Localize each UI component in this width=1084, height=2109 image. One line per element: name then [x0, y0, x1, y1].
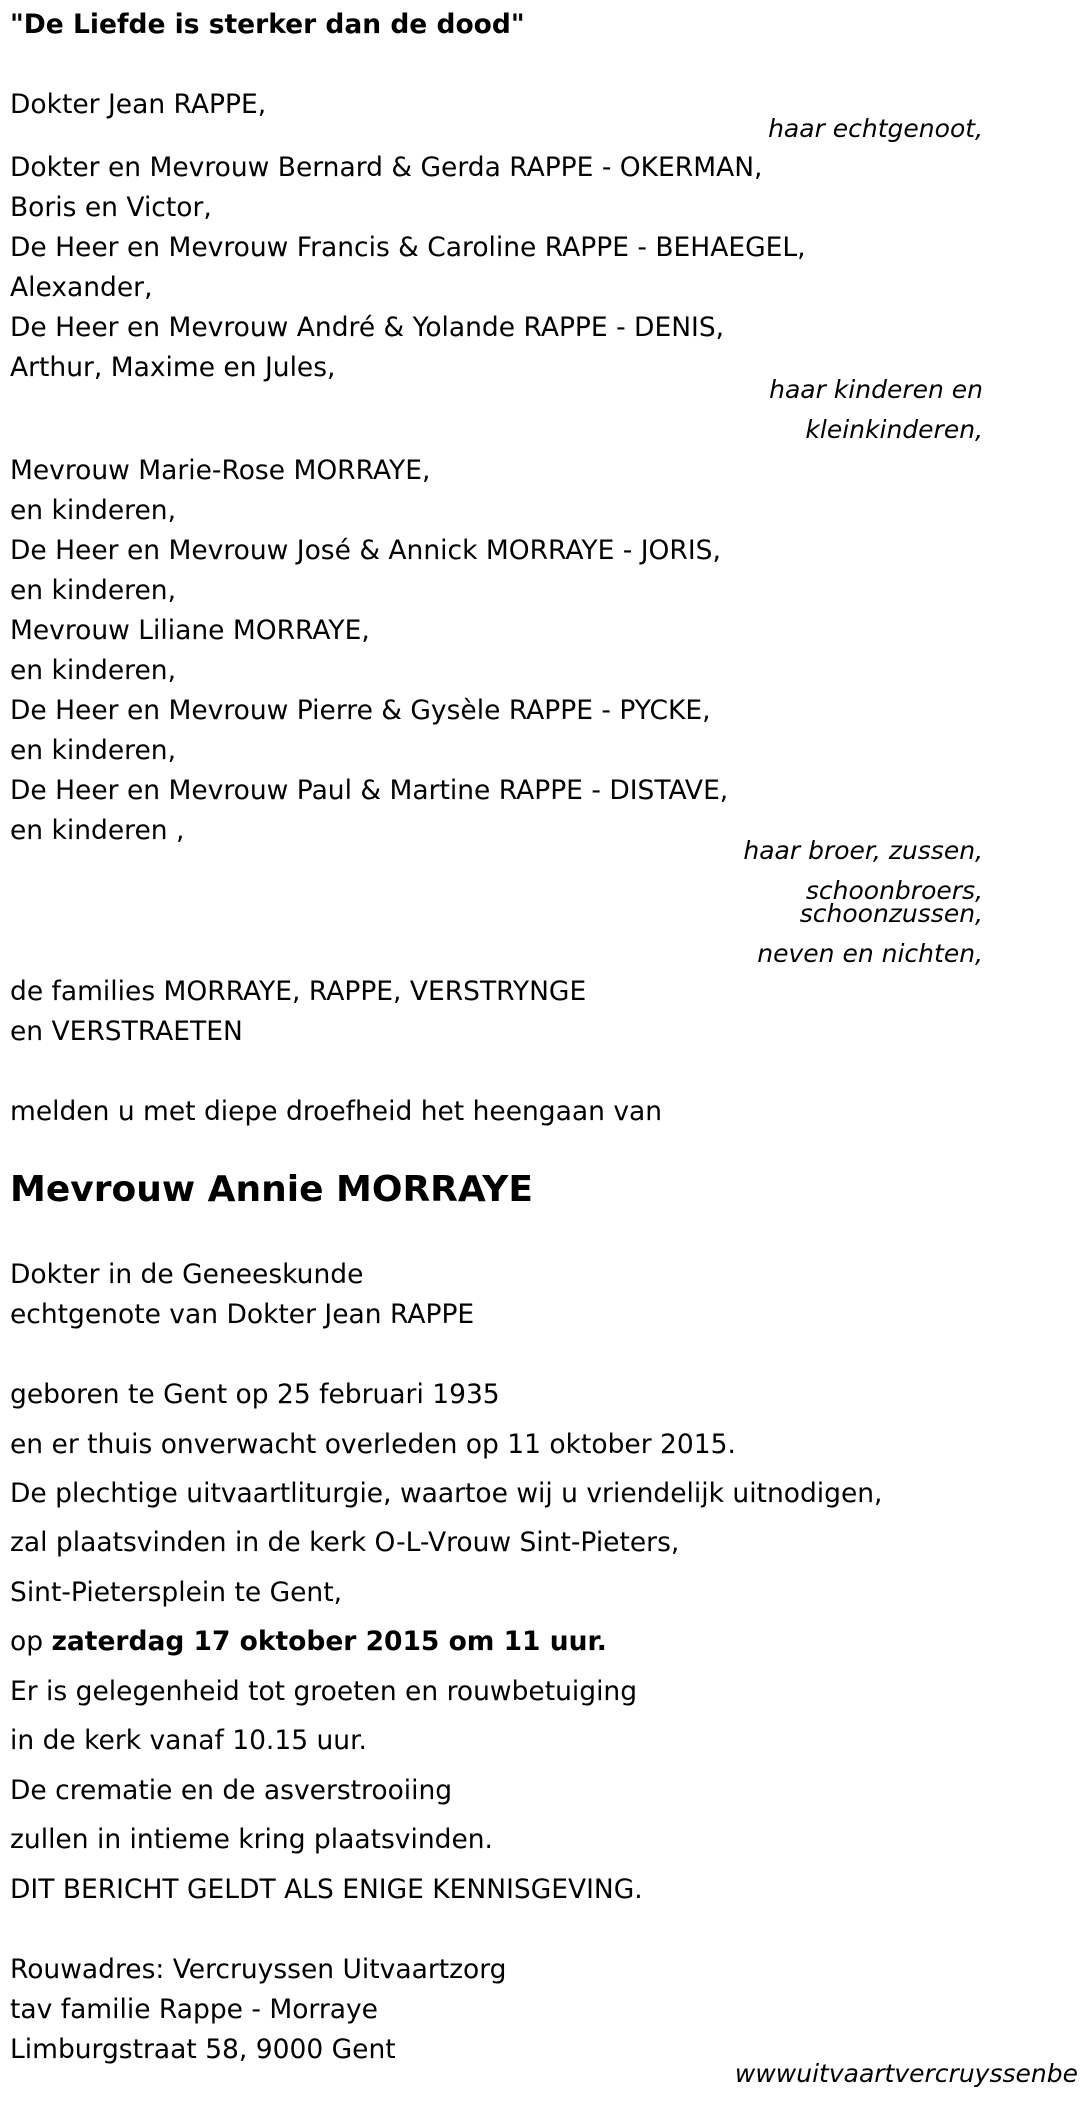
deceased-title: echtgenote van Dokter Jean RAPPE — [10, 1299, 475, 1330]
announcement: melden u met diepe droefheid het heengaan van — [10, 1096, 663, 1127]
children-line: Arthur, Maxime en Jules, — [10, 352, 336, 383]
date-prefix: op — [10, 1626, 44, 1657]
detail-line: De crematie en de asverstrooiing — [10, 1775, 453, 1806]
detail-line: geboren te Gent op 25 februari 1935 — [10, 1379, 500, 1410]
detail-line: Sint-Pietersplein te Gent, — [10, 1577, 343, 1608]
children-line: Boris en Victor, — [10, 192, 212, 223]
address-line: Limburgstraat 58, 9000 Gent — [10, 2034, 396, 2065]
sibling-line: en kinderen, — [10, 735, 176, 766]
sibling-line: De Heer en Mevrouw Pierre & Gysèle RAPPE - PYCKE, — [10, 695, 711, 726]
sibling-line: De Heer en Mevrouw José & Annick MORRAYE - JORIS, — [10, 535, 721, 566]
ceremony-date-line — [10, 1625, 607, 1659]
ceremony-date: zaterdag 17 oktober 2015 om 11 uur. — [51, 1626, 607, 1657]
children-relation: haar kinderen en — [769, 375, 983, 404]
sibling-line: en kinderen, — [10, 575, 176, 606]
sibling-relation: schoonzussen, — [799, 899, 983, 928]
children-line: De Heer en Mevrouw André & Yolande RAPPE - DENIS, — [10, 312, 725, 343]
sibling-line: Mevrouw Marie-Rose MORRAYE, — [10, 455, 431, 486]
children-relation: kleinkinderen, — [805, 415, 983, 444]
address-line: tav familie Rappe - Morraye — [10, 1994, 378, 2025]
families-line: en VERSTRAETEN — [10, 1016, 243, 1047]
detail-line: in de kerk vanaf 10.15 uur. — [10, 1725, 367, 1756]
detail-line: en er thuis onverwacht overleden op 11 oktober 2015. — [10, 1429, 736, 1460]
sibling-line: Mevrouw Liliane MORRAYE, — [10, 615, 370, 646]
families-line: de families MORRAYE, RAPPE, VERSTRYNGE — [10, 976, 587, 1007]
children-line: De Heer en Mevrouw Francis & Caroline RAPPE - BEHAEGEL, — [10, 232, 806, 263]
detail-line: zal plaatsvinden in de kerk O-L-Vrouw Sint-Pieters, — [10, 1527, 680, 1558]
detail-line: Er is gelegenheid tot groeten en rouwbetuiging — [10, 1676, 638, 1707]
detail-line: DIT BERICHT GELDT ALS ENIGE KENNISGEVING. — [10, 1874, 643, 1905]
detail-line: De plechtige uitvaartliturgie, waartoe wij u vriendelijk uitnodigen, — [10, 1478, 883, 1509]
detail-line: zullen in intieme kring plaatsvinden. — [10, 1824, 493, 1855]
deceased-title: Dokter in de Geneeskunde — [10, 1259, 364, 1290]
sibling-relation: neven en nichten, — [757, 939, 983, 968]
children-line: Alexander, — [10, 272, 153, 303]
deceased-name: Mevrouw Annie MORRAYE — [10, 1169, 533, 1210]
sibling-line: en kinderen, — [10, 495, 176, 526]
motto: "De Liefde is sterker dan de dood" — [10, 9, 525, 40]
sibling-line: en kinderen, — [10, 655, 176, 686]
website-text: wwwuitvaartvercruyssenbe — [734, 2059, 1078, 2088]
sibling-line: en kinderen , — [10, 815, 185, 846]
sibling-relation: haar broer, zussen, — [743, 836, 983, 865]
address-line: Rouwadres: Vercruyssen Uitvaartzorg — [10, 1954, 507, 1985]
children-line: Dokter en Mevrouw Bernard & Gerda RAPPE - OKERMAN, — [10, 152, 763, 183]
sibling-line: De Heer en Mevrouw Paul & Martine RAPPE - DISTAVE, — [10, 775, 729, 806]
spouse-name: Dokter Jean RAPPE, — [10, 89, 267, 120]
sibling-relation: schoonbroers, — [805, 876, 983, 905]
spouse-relation: haar echtgenoot, — [768, 114, 983, 143]
